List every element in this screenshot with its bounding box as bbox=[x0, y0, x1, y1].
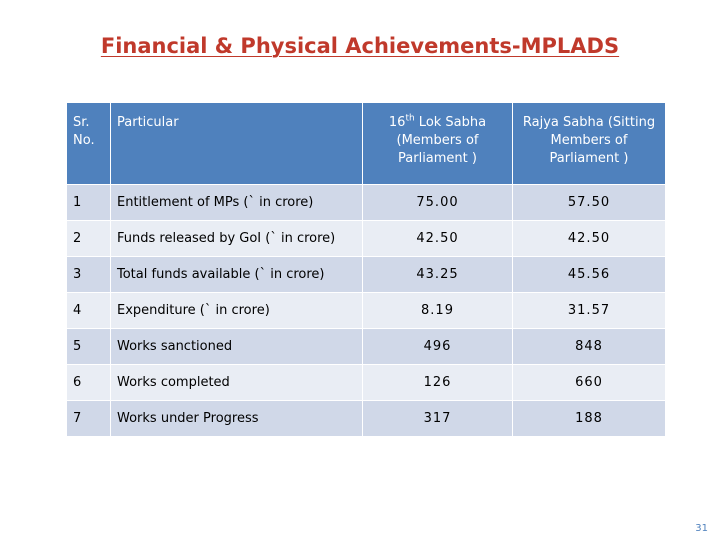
cell-rajya-sabha: 57.50 bbox=[513, 185, 666, 221]
cell-lok-sabha: 496 bbox=[363, 329, 513, 365]
header-lok-sabha-text: Lok Sabha (Members of Parliament ) bbox=[396, 115, 487, 166]
cell-rajya-sabha: 848 bbox=[513, 329, 666, 365]
cell-particular: Works under Progress bbox=[111, 401, 363, 437]
cell-rajya-sabha: 31.57 bbox=[513, 293, 666, 329]
cell-lok-sabha: 317 bbox=[363, 401, 513, 437]
cell-rajya-sabha: 45.56 bbox=[513, 257, 666, 293]
cell-particular: Entitlement of MPs (` in crore) bbox=[111, 185, 363, 221]
cell-lok-sabha: 75.00 bbox=[363, 185, 513, 221]
header-lok-sabha-number: 16 bbox=[388, 115, 406, 130]
cell-sr: 4 bbox=[67, 293, 111, 329]
table-row bbox=[67, 401, 666, 437]
cell-sr: 7 bbox=[67, 401, 111, 437]
cell-particular: Funds released by GoI (` in crore) bbox=[111, 221, 363, 257]
cell-rajya-sabha: 188 bbox=[513, 401, 666, 437]
header-lok-sabha bbox=[363, 103, 513, 185]
achievements-table bbox=[66, 102, 666, 437]
table-row bbox=[67, 257, 666, 293]
header-lok-sabha-suffix: th bbox=[405, 113, 415, 124]
table-row bbox=[67, 221, 666, 257]
cell-rajya-sabha: 660 bbox=[513, 365, 666, 401]
cell-particular: Total funds available (` in crore) bbox=[111, 257, 363, 293]
cell-sr: 5 bbox=[67, 329, 111, 365]
cell-lok-sabha: 126 bbox=[363, 365, 513, 401]
page-number: 31 bbox=[695, 523, 708, 534]
cell-sr: 6 bbox=[67, 365, 111, 401]
table-row bbox=[67, 185, 666, 221]
table-row bbox=[67, 365, 666, 401]
cell-lok-sabha: 8.19 bbox=[363, 293, 513, 329]
cell-particular: Works sanctioned bbox=[111, 329, 363, 365]
cell-sr: 1 bbox=[67, 185, 111, 221]
table-row bbox=[67, 293, 666, 329]
header-sr-no: Sr. No. bbox=[67, 103, 111, 185]
slide-title-text: Financial & Physical Achievements-MPLADS bbox=[100, 34, 620, 58]
cell-sr: 2 bbox=[67, 221, 111, 257]
cell-rajya-sabha: 42.50 bbox=[513, 221, 666, 257]
cell-lok-sabha: 42.50 bbox=[363, 221, 513, 257]
slide-title bbox=[0, 34, 720, 58]
table-header-row bbox=[67, 103, 666, 185]
cell-particular: Expenditure (` in crore) bbox=[111, 293, 363, 329]
cell-particular: Works completed bbox=[111, 365, 363, 401]
table-row bbox=[67, 329, 666, 365]
cell-sr: 3 bbox=[67, 257, 111, 293]
cell-lok-sabha: 43.25 bbox=[363, 257, 513, 293]
header-rajya-sabha: Rajya Sabha (Sitting Members of Parliament ) bbox=[513, 103, 666, 185]
header-particular: Particular bbox=[111, 103, 363, 185]
